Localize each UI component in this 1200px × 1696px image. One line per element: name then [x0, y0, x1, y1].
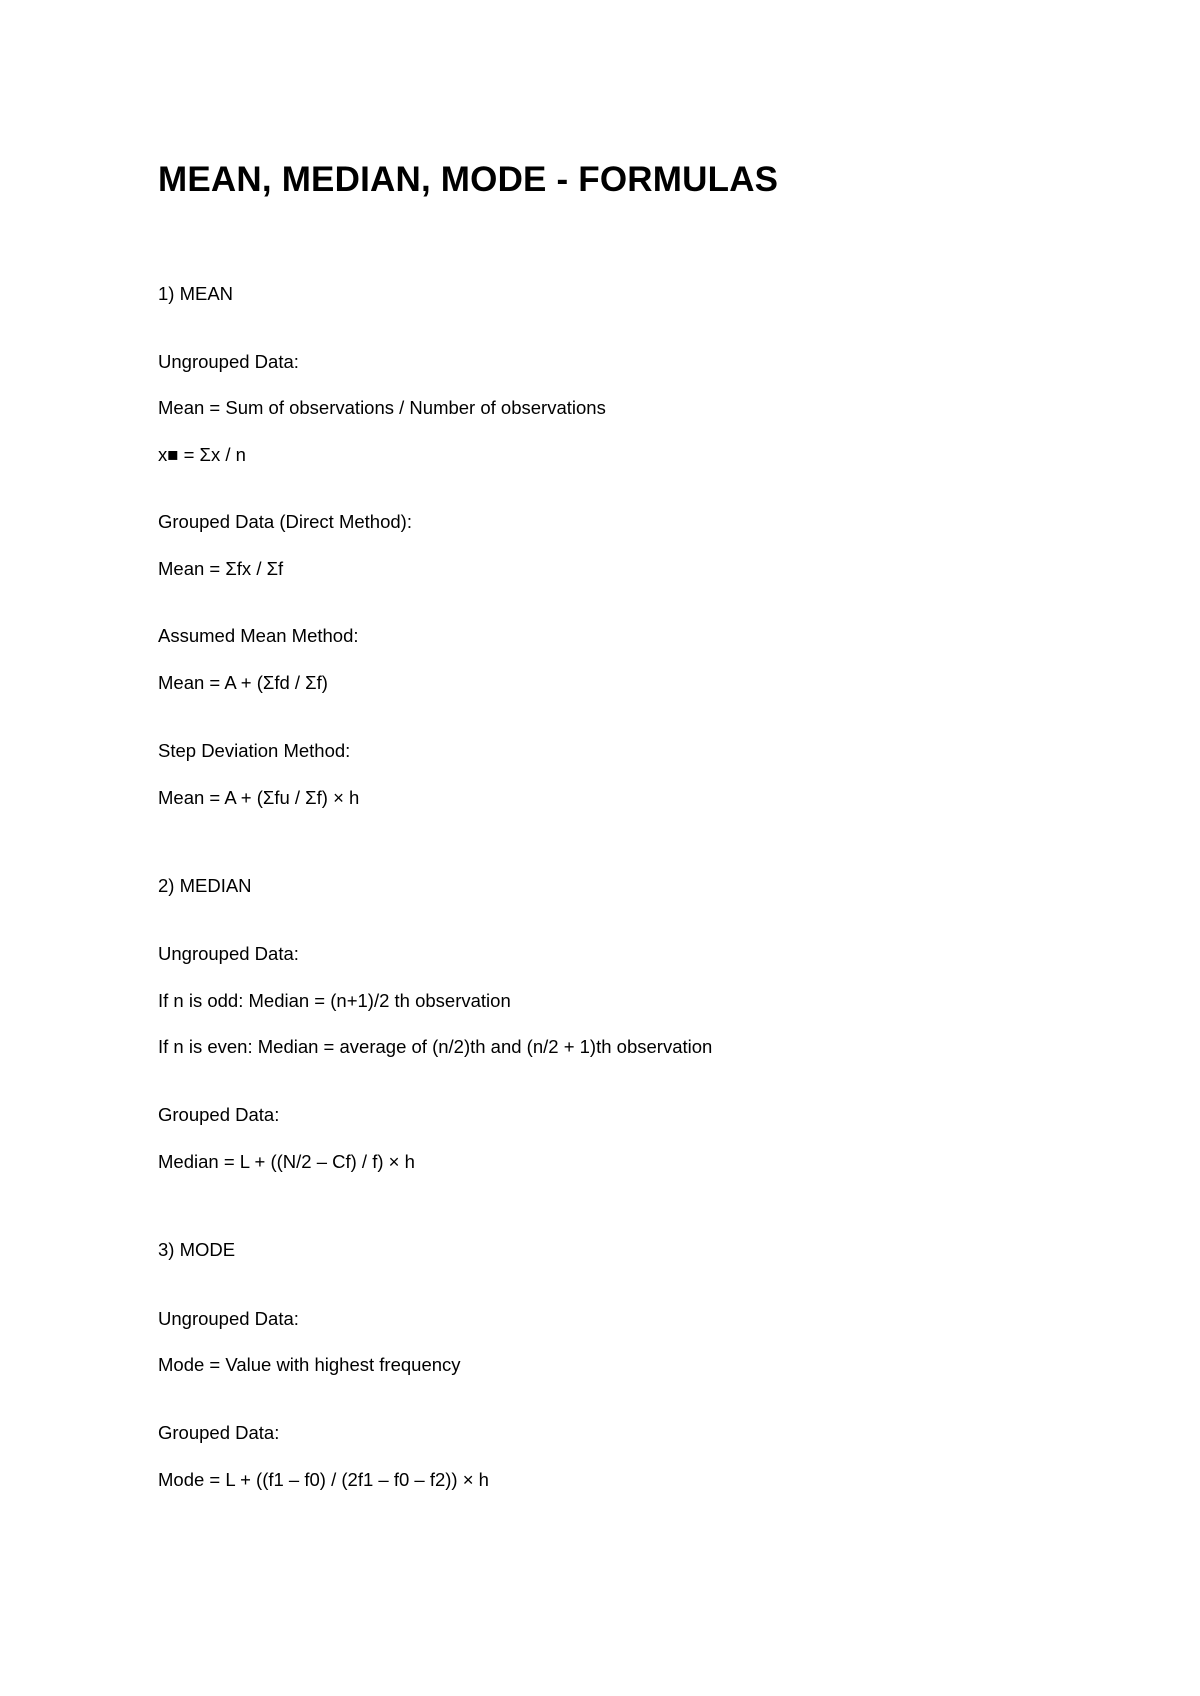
mean-assumed-method-formula: Mean = A + (Σfd / Σf) [158, 672, 328, 693]
median-grouped-label: Grouped Data: [158, 1104, 280, 1125]
median-ungrouped-label: Ungrouped Data: [158, 943, 299, 964]
mean-ungrouped-symbolic-formula: x■ = Σx / n [158, 444, 246, 465]
mean-ungrouped-label: Ungrouped Data: [158, 351, 299, 372]
median-section-heading: 2) MEDIAN [158, 875, 252, 896]
mean-assumed-method-label: Assumed Mean Method: [158, 625, 359, 646]
mean-step-deviation-formula: Mean = A + (Σfu / Σf) × h [158, 787, 360, 808]
mean-grouped-direct-label: Grouped Data (Direct Method): [158, 511, 412, 532]
mode-grouped-label: Grouped Data: [158, 1422, 280, 1443]
mean-section-heading: 1) MEAN [158, 283, 234, 304]
mean-step-deviation-label: Step Deviation Method: [158, 740, 351, 761]
document-title: MEAN, MEDIAN, MODE - FORMULAS [158, 160, 779, 199]
mean-grouped-direct-formula: Mean = Σfx / Σf [158, 558, 284, 579]
median-grouped-formula: Median = L + ((N/2 – Cf) / f) × h [158, 1151, 415, 1172]
mode-ungrouped-formula: Mode = Value with highest frequency [158, 1354, 461, 1375]
median-odd-formula: If n is odd: Median = (n+1)/2 th observation [158, 990, 511, 1011]
mean-ungrouped-formula: Mean = Sum of observations / Number of observations [158, 397, 606, 418]
mode-grouped-formula: Mode = L + ((f1 – f0) / (2f1 – f0 – f2)) × h [158, 1469, 489, 1490]
median-even-formula: If n is even: Median = average of (n/2)th and (n/2 + 1)th observation [158, 1036, 713, 1057]
mode-section-heading: 3) MODE [158, 1239, 236, 1260]
mode-ungrouped-label: Ungrouped Data: [158, 1308, 299, 1329]
